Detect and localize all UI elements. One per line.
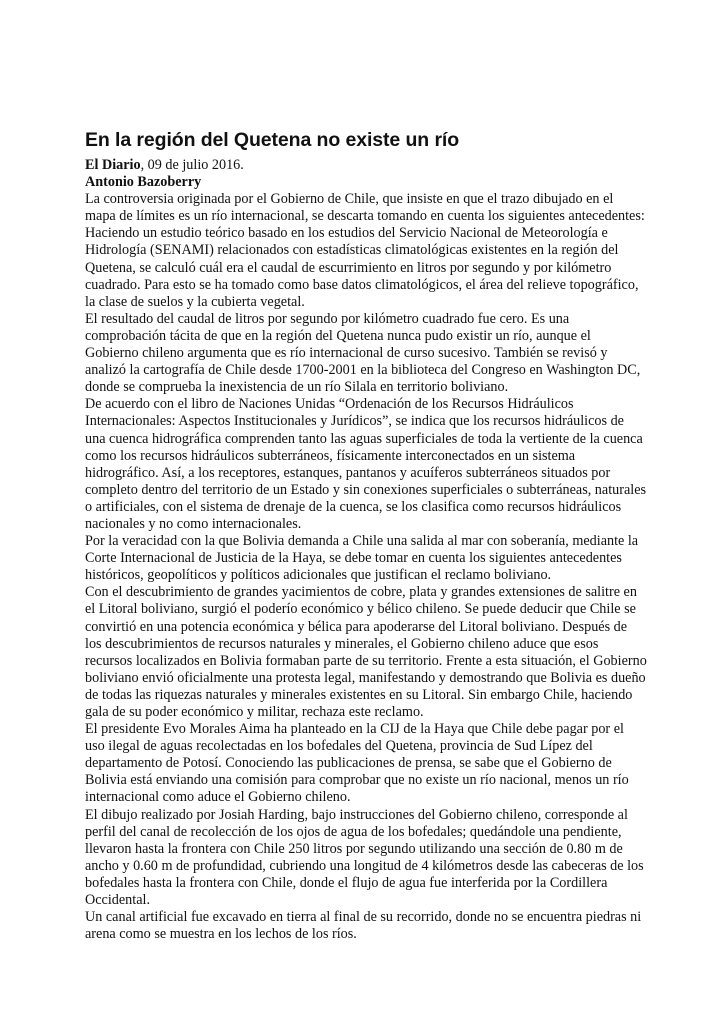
article-title: En la región del Quetena no existe un río: [85, 129, 460, 151]
paragraph-4: Por la veracidad con la que Bolivia demanda a Chile una salida al mar con soberanía, mediante la Corte Internacional de Justicia de la Haya, se debe tomar en cuenta los siguientes antecedentes históricos, geopolíticos y políticos adicionales que justifican el reclamo boliviano.: [85, 533, 639, 584]
paragraph-5: Con el descubrimiento de grandes yacimientos de cobre, plata y grandes extensiones de salitre en el Litoral boliviano, surgió el poderío económico y bélico chileno. Se puede deducir que Chile se convirtió en una potencia económica y bélica para apoderarse del Litoral boliviano. Después de los descubrimientos de recursos naturales y minerales, el Gobierno chileno aduce que esos recursos localizados en Bolivia formaban parte de su territorio. Frente a esta situación, el Gobierno boliviano envió oficialmente una protesta legal, manifestando y demostrando que Bolivia es dueño de todas las riquezas naturales y minerales existentes en su Litoral. Sin embargo Chile, haciendo gala de su poder económico y militar, rechaza este reclamo.: [85, 584, 647, 720]
publication-date: , 09 de julio 2016.: [140, 157, 244, 173]
paragraph-2: El resultado del caudal de litros por segundo por kilómetro cuadrado fue cero. Es una comprobación tácita de que en la región del Quetena nunca pudo existir un río, aunque el Gobierno chileno argumenta que es río internacional de curso sucesivo. También se revisó y analizó la cartografía de Chile desde 1700-2001 en la biblioteca del Congreso en Washington DC, donde se comprueba la inexistencia de un río Silala en territorio boliviano.: [85, 310, 641, 396]
paragraph-6: El presidente Evo Morales Aima ha planteado en la CIJ de la Haya que Chile debe pagar por el uso ilegal de aguas recolectadas en los bofedales del Quetena, provincia de Sud Lípez del departamento de Potosí. Conociendo las publicaciones de prensa, se sabe que el Gobierno de Bolivia está enviando una comisión para comprobar que no existe un río nacional, menos un río internacional como aduce el Gobierno chileno.: [85, 721, 629, 806]
article: [85, 128, 647, 943]
article-dateline: [85, 157, 647, 174]
article-author: [85, 174, 647, 191]
paragraph-1: La controversia originada por el Gobierno de Chile, que insiste en que el trazo dibujado en el mapa de límites es un río internacional, se descarta tomando en cuenta los siguientes antecedentes: Haciendo un estudio teórico basado en los estudios del Servicio Nacional de Meteorología e Hidrología (SENAMI) relacionados con estadísticas climatológicas existentes en la región del Quetena, se calculó cuál era el caudal de escurrimiento en litros por segundo y por kilómetro cuadrado. Para esto se ha tomado como base datos climatológicos, el área del relieve topográfico, la clase de suelos y la cubierta vegetal.: [85, 191, 645, 310]
paragraph-8: Un canal artificial fue excavado en tierra al final de su recorrido, donde no se encuentra piedras ni arena como se muestra en los lechos de los ríos.: [85, 909, 642, 943]
source-name: El Diario: [85, 157, 141, 173]
author-name: Antonio Bazoberry: [85, 174, 202, 191]
paragraph-7: El dibujo realizado por Josiah Harding, bajo instrucciones del Gobierno chileno, corresponde al perfil del canal de recolección de los ojos de agua de los bofedales; quedándole una pendiente, llevaron hasta la frontera con Chile 250 litros por segundo utilizando una sección de 0.80 m de ancho y 0.60 m de profundidad, cubriendo una longitud de 4 kilómetros desde las cabeceras de los bofedales hasta la frontera con Chile, donde el flujo de agua fue interferida por la Cordillera Occidental.: [85, 806, 644, 909]
paragraph-3: De acuerdo con el libro de Naciones Unidas “Ordenación de los Recursos Hidráulicos Internacionales: Aspectos Institucionales y Jurídicos”, se indica que los recursos hidráulicos de una cuenca hidrográfica comprenden tanto las aguas superficiales de toda la vertiente de la cuenca como los recursos hidráulicos subterráneos, físicamente interconectados en un sistema hidrográfico. Así, a los receptores, estanques, pantanos y acuíferos subterráneos situados por completo dentro del territorio de un Estado y sin conexiones superficiales o subterráneas, naturales o artificiales, con el sistema de drenaje de la cuenca, se los clasifica como recursos hidráulicos nacionales y no como internacionales.: [85, 396, 647, 532]
